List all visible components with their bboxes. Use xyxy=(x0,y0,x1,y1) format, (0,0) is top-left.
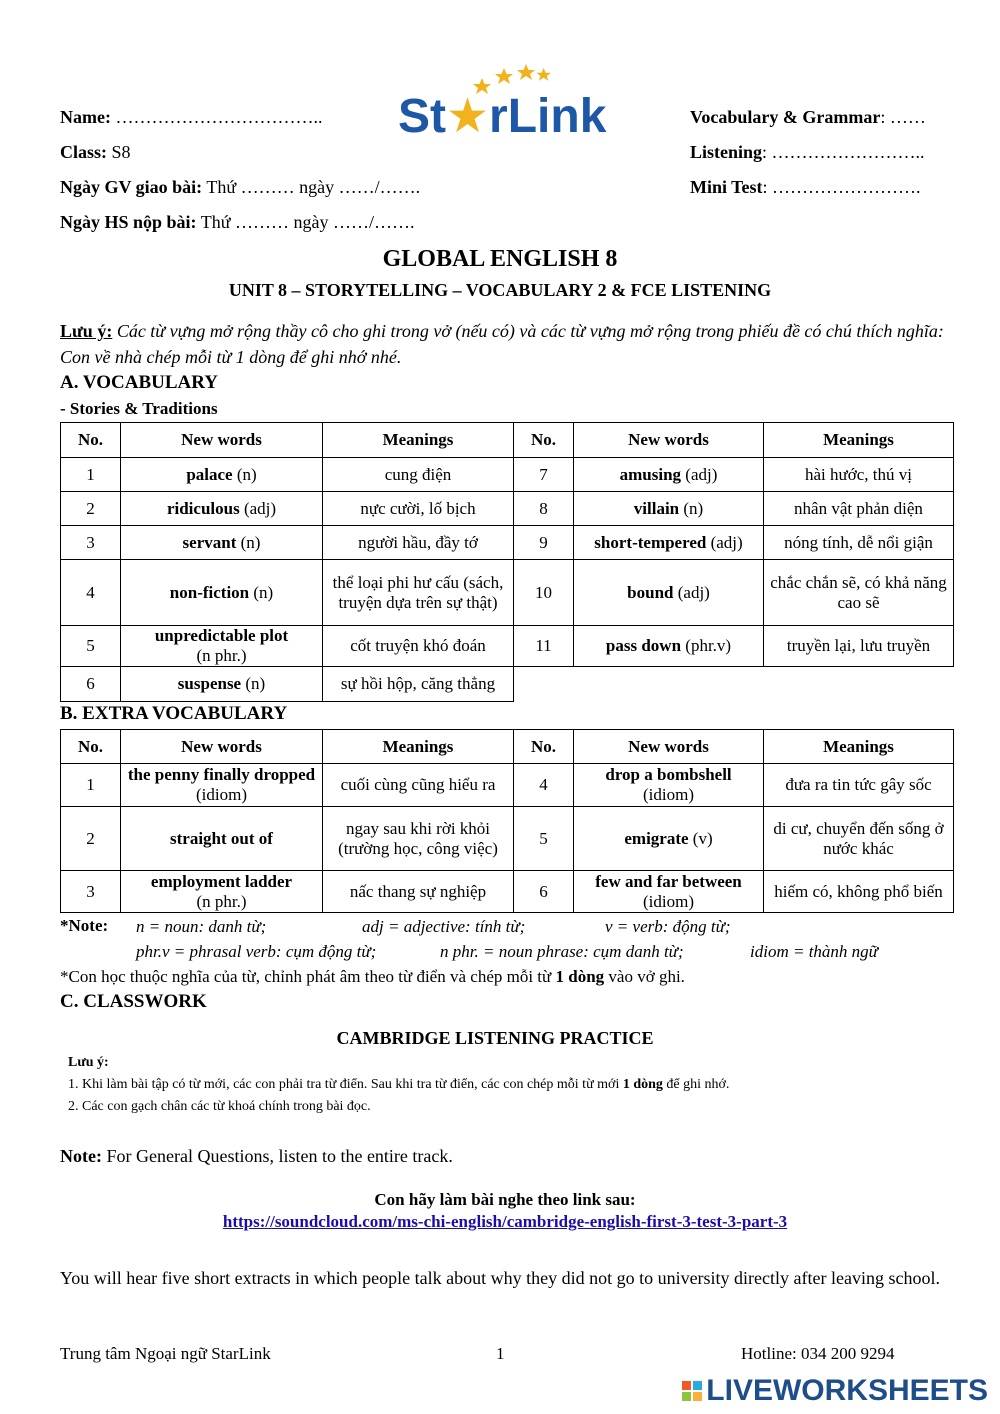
section-a-subheading: - Stories & Traditions xyxy=(60,399,218,418)
col-meanings: Meanings xyxy=(323,423,514,458)
link-intro: Con hãy làm bài nghe theo link sau: xyxy=(374,1190,636,1209)
vocab-meaning: nóng tính, dễ nổi giận xyxy=(764,526,954,560)
vocab-meaning: sự hồi hộp, căng thẳng xyxy=(323,667,514,702)
vocab-word: non-fiction (n) xyxy=(121,560,323,626)
logo-text: St★rLink xyxy=(398,90,607,143)
section-a-heading: A. VOCABULARY xyxy=(60,372,219,393)
note-idiom: idiom = thành ngữ xyxy=(750,942,878,961)
vocab-meaning: nấc thang sự nghiệp xyxy=(323,871,514,913)
note-verb: v = verb: động từ; xyxy=(605,917,731,936)
col-no: No. xyxy=(514,730,574,764)
vocab-word: unpredictable plot (n phr.) xyxy=(121,626,323,667)
vocab-meaning: đưa ra tin tức gây sốc xyxy=(764,764,954,807)
luu-y2-item-1: 1. Khi làm bài tập có từ mới, các con phải tra từ điển. Sau khi tra từ điển, các con chép mỗi từ mới 1 dòng để ghi nhớ. xyxy=(68,1077,730,1092)
liveworksheets-logo-icon xyxy=(682,1381,702,1401)
page-title: GLOBAL ENGLISH 8 xyxy=(382,246,618,272)
luu-y2-label: Lưu ý: xyxy=(68,1055,109,1070)
name-field[interactable]: …………………………….. xyxy=(110,107,323,127)
col-no: No. xyxy=(61,730,121,764)
col-meanings: Meanings xyxy=(764,730,954,764)
vocab-word: villain (n) xyxy=(574,492,764,526)
table-row: 3 servant (n) người hầu, đầy tớ 9 short-tempered (adj) nóng tính, dễ nổi giận xyxy=(61,526,954,560)
vg-label: Vocabulary & Grammar xyxy=(690,107,881,127)
class-value: S8 xyxy=(107,142,131,162)
vocab-meaning: người hầu, đầy tớ xyxy=(323,526,514,560)
vocab-word: employment ladder (n phr.) xyxy=(121,871,323,913)
table-row: 2 straight out of ngay sau khi rời khỏi (trường học, công việc) 5 emigrate (v) di cư, chuyển đến sống ở nước khác xyxy=(61,807,954,871)
vocab-meaning: thể loại phi hư cấu (sách, truyện dựa trên sự thật) xyxy=(323,560,514,626)
col-meanings: Meanings xyxy=(323,730,514,764)
vocab-word: ridiculous (adj) xyxy=(121,492,323,526)
vocab-meaning: di cư, chuyển đến sống ở nước khác xyxy=(764,807,954,871)
col-new-words: New words xyxy=(574,423,764,458)
footer-center-name: Trung tâm Ngoại ngữ StarLink xyxy=(60,1344,271,1363)
listening-label: Listening xyxy=(690,142,763,162)
vocab-word: the penny finally dropped (idiom) xyxy=(121,764,323,807)
luu-y-label: Lưu ý: xyxy=(60,321,113,341)
col-no: No. xyxy=(514,423,574,458)
listening-score-field[interactable]: : …………………….. xyxy=(762,142,925,162)
vocab-word: pass down (phr.v) xyxy=(574,626,764,667)
vocab-meaning: truyền lại, lưu truyền xyxy=(764,626,954,667)
hs-date-line xyxy=(60,212,414,233)
logo-star-icon: ★ xyxy=(446,90,490,143)
class-line xyxy=(60,142,131,163)
table-row: 1 the penny finally dropped (idiom) cuối cùng cũng hiểu ra 4 drop a bombshell (idiom) đưa ra tin tức gây sốc xyxy=(61,764,954,807)
vocab-word: short-tempered (adj) xyxy=(574,526,764,560)
vg-score-field[interactable]: : …… xyxy=(880,107,926,127)
vocab-meaning: cốt truyện khó đoán xyxy=(323,626,514,667)
vocab-word: servant (n) xyxy=(121,526,323,560)
footer-hotline: Hotline: 034 200 9294 xyxy=(741,1344,895,1363)
vocab-word: few and far between (idiom) xyxy=(574,871,764,913)
col-no: No. xyxy=(61,423,121,458)
page-subtitle: UNIT 8 – STORYTELLING – VOCABULARY 2 & FCE LISTENING xyxy=(228,280,772,300)
liveworksheets-logo xyxy=(682,1374,988,1408)
vocab-meaning: nhân vật phản diện xyxy=(764,492,954,526)
class-label: Class: xyxy=(60,142,108,162)
gv-date-field[interactable]: Thứ ……… ngày ……/……. xyxy=(202,177,421,197)
minitest-score-field[interactable]: : ……………………. xyxy=(762,177,921,197)
study-instruction: *Con học thuộc nghĩa của từ, chỉnh phát âm theo từ điển và chép mỗi từ 1 dòng vào vở ghi. xyxy=(60,967,685,986)
note-phrasal-verb: phr.v = phrasal verb: cụm động từ; xyxy=(136,942,377,961)
table-header-row xyxy=(61,730,954,764)
table-row: 4 non-fiction (n) thể loại phi hư cấu (sách, truyện dựa trên sự thật) 10 bound (adj) chắc chắn sẽ, có khả năng cao sẽ xyxy=(61,560,954,626)
gv-date-label: Ngày GV giao bài: xyxy=(60,177,203,197)
listening-score-line xyxy=(690,142,925,163)
luu-y2-item-2: 2. Các con gạch chân các từ khoá chính trong bài đọc. xyxy=(68,1099,371,1114)
vocab-meaning: nực cười, lố bịch xyxy=(323,492,514,526)
vocab-word: suspense (n) xyxy=(121,667,323,702)
vg-score-line xyxy=(690,107,926,128)
vocab-word: drop a bombshell (idiom) xyxy=(574,764,764,807)
table-row: 6 suspense (n) sự hồi hộp, căng thẳng xyxy=(61,667,954,702)
vocab-word: bound (adj) xyxy=(574,560,764,626)
footer-page-number: 1 xyxy=(496,1344,505,1363)
luu-y-text: Các từ vựng mở rộng thầy cô cho ghi trong vở (nếu có) và các từ vựng mở rộng trong phiếu đề có chú thích nghĩa: Con về nhà chép mỗi từ 1 dòng để ghi nhớ nhé. xyxy=(60,321,944,367)
vocab-meaning: ngay sau khi rời khỏi (trường học, công việc) xyxy=(323,807,514,871)
luu-y-note xyxy=(60,318,960,370)
vocab-table-a xyxy=(60,422,954,702)
table-row: 5 unpredictable plot (n phr.) cốt truyện khó đoán 11 pass down (phr.v) truyền lại, lưu truyền xyxy=(61,626,954,667)
vocab-meaning: hiếm có, không phổ biến xyxy=(764,871,954,913)
col-new-words: New words xyxy=(574,730,764,764)
name-label: Name: xyxy=(60,107,111,127)
name-line xyxy=(60,107,322,128)
note-adjective: adj = adjective: tính từ; xyxy=(362,917,526,936)
table-header-row xyxy=(61,423,954,458)
vocab-meaning: cung điện xyxy=(323,458,514,492)
notes-label: *Note: xyxy=(60,916,109,935)
vocab-meaning: cuối cùng cũng hiểu ra xyxy=(323,764,514,807)
col-new-words: New words xyxy=(121,423,323,458)
table-row: 1 palace (n) cung điện 7 amusing (adj) hài hước, thú vị xyxy=(61,458,954,492)
minitest-score-line xyxy=(690,177,921,198)
vocab-word: palace (n) xyxy=(121,458,323,492)
soundcloud-link[interactable]: https://soundcloud.com/ms-chi-english/cambridge-english-first-3-test-3-part-3 xyxy=(222,1212,788,1231)
vocab-word: amusing (adj) xyxy=(574,458,764,492)
note-noun: n = noun: danh từ; xyxy=(136,917,267,936)
vocab-meaning: hài hước, thú vị xyxy=(764,458,954,492)
note-noun-phrase: n phr. = noun phrase: cụm danh từ; xyxy=(440,942,684,961)
hs-date-label: Ngày HS nộp bài: xyxy=(60,212,197,232)
starlink-logo xyxy=(398,64,630,144)
vocab-meaning: chắc chắn sẽ, có khả năng cao sẽ xyxy=(764,560,954,626)
hs-date-field[interactable]: Thứ ……… ngày ……/……. xyxy=(196,212,415,232)
col-meanings: Meanings xyxy=(764,423,954,458)
section-c-heading: C. CLASSWORK xyxy=(60,991,207,1012)
gv-date-line xyxy=(60,177,420,198)
liveworksheets-text: LIVEWORKSHEETS xyxy=(706,1374,988,1407)
general-questions-note: Note: For General Questions, listen to the entire track. xyxy=(60,1146,453,1166)
table-row: 3 employment ladder (n phr.) nấc thang sự nghiệp 6 few and far between (idiom) hiếm có, không phổ biến xyxy=(61,871,954,913)
listening-instruction: You will hear five short extracts in which people talk about why they did not go to university directly after leaving school. xyxy=(60,1268,940,1288)
vocab-table-b xyxy=(60,729,954,913)
table-row: 2 ridiculous (adj) nực cười, lố bịch 8 villain (n) nhân vật phản diện xyxy=(61,492,954,526)
vocab-word: straight out of xyxy=(121,807,323,871)
minitest-label: Mini Test xyxy=(690,177,763,197)
cambridge-title: CAMBRIDGE LISTENING PRACTICE xyxy=(336,1028,654,1048)
vocab-word: emigrate (v) xyxy=(574,807,764,871)
col-new-words: New words xyxy=(121,730,323,764)
section-b-heading: B. EXTRA VOCABULARY xyxy=(60,703,288,724)
